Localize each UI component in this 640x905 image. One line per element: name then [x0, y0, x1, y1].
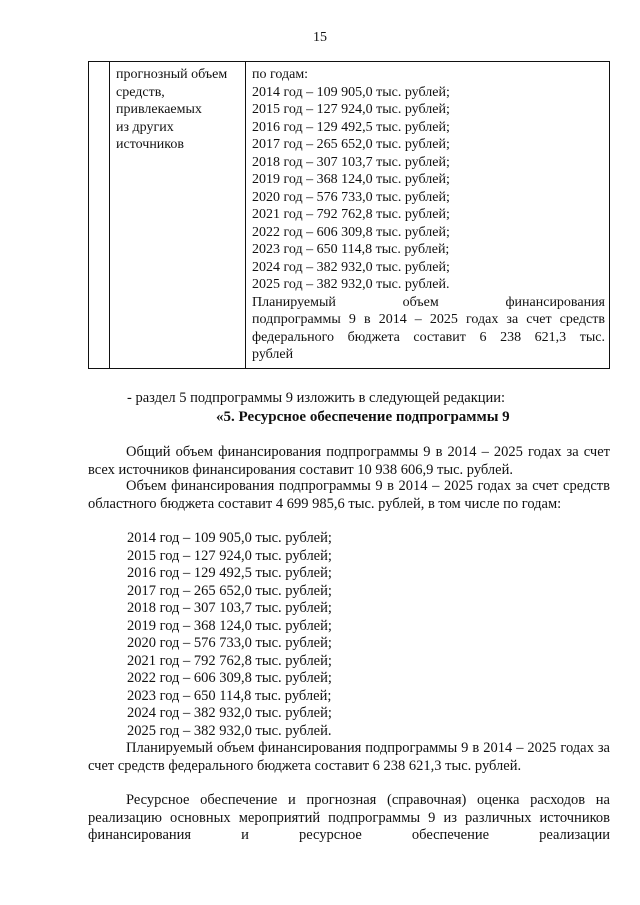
year-line: 2025 год – 382 932,0 тыс. рублей. [127, 722, 332, 739]
table-year-line: 2022 год – 606 309,8 тыс. рублей; [252, 224, 450, 240]
year-line: 2024 год – 382 932,0 тыс. рублей; [127, 705, 332, 721]
label-line: источников [116, 137, 185, 152]
planned-line: Планируемый объем финансирования [252, 294, 605, 310]
paragraph-federal-budget: Планируемый объем финансирования подпрограммы 9 в 2014 – 2025 годах за счет средств федерального бюджета составит 6 238 621,3 тыс. рублей. [88, 740, 610, 774]
table-year-line: 2024 год – 382 932,0 тыс. рублей; [252, 259, 450, 275]
paragraph-regional-budget: Объем финансирования подпрограммы 9 в 2014 – 2025 годах за счет средств областного бюджета составит 4 699 985,6 тыс. рублей, в том числе по годам: [88, 478, 610, 512]
table-year-line: 2023 год – 650 114,8 тыс. рублей; [252, 242, 450, 257]
table-cell-values [246, 62, 610, 369]
year-line: 2017 год – 265 652,0 тыс. рублей; [127, 582, 332, 599]
page-number: 15 [313, 30, 327, 45]
table-year-line: 2019 год – 368 124,0 тыс. рублей; [252, 172, 450, 187]
table-year-line: 2016 год – 129 492,5 тыс. рублей; [252, 119, 450, 135]
year-line: 2020 год – 576 733,0 тыс. рублей; [127, 635, 332, 651]
year-line: 2016 год – 129 492,5 тыс. рублей; [127, 565, 332, 581]
financing-table [88, 61, 610, 369]
section-title: «5. Ресурсное обеспечение подпрограммы 9 [216, 409, 510, 425]
planned-line: рублей [252, 347, 294, 362]
year-line: 2019 год – 368 124,0 тыс. рублей; [127, 617, 332, 634]
years-header: по годам: [252, 67, 309, 82]
table-year-line: 2020 год – 576 733,0 тыс. рублей; [252, 189, 450, 205]
table-year-line: 2021 год – 792 762,8 тыс. рублей; [252, 207, 450, 222]
paragraph-resource-provision: Ресурсное обеспечение и прогнозная (справочная) оценка расходов на реализацию основных мероприятий подпрограммы 9 из различных источников финансирования и ресурсное обеспечение реализации [88, 792, 610, 843]
year-line: 2014 год – 109 905,0 тыс. рублей; [127, 530, 332, 546]
table-year-line: 2014 год – 109 905,0 тыс. рублей; [252, 84, 450, 100]
year-line: 2015 год – 127 924,0 тыс. рублей; [127, 547, 332, 564]
label-line: средств, [116, 84, 165, 100]
table-cell-empty [89, 62, 110, 369]
table-row [89, 62, 610, 369]
year-line: 2022 год – 606 309,8 тыс. рублей; [127, 670, 332, 686]
table-year-line: 2025 год – 382 932,0 тыс. рублей. [252, 277, 450, 292]
table-year-line: 2015 год – 127 924,0 тыс. рублей; [252, 102, 450, 117]
year-line: 2021 год – 792 762,8 тыс. рублей; [127, 652, 332, 669]
label-line: из других [116, 119, 174, 135]
table-year-line: 2017 год – 265 652,0 тыс. рублей; [252, 137, 450, 152]
paragraph-total-financing: Общий объем финансирования подпрограммы 9 в 2014 – 2025 годах за счет всех источников финансирования составит 10 938 606,9 тыс. рублей. [88, 444, 610, 478]
amendment-text: - раздел 5 подпрограммы 9 изложить в следующей редакции: [127, 390, 506, 406]
table-year-line: 2018 год – 307 103,7 тыс. рублей; [252, 154, 450, 170]
planned-line: федерального бюджета составит 6 238 621,3 тыс. [252, 329, 605, 345]
years-list [127, 530, 332, 740]
year-line: 2018 год – 307 103,7 тыс. рублей; [127, 600, 332, 616]
planned-line: подпрограммы 9 в 2014 – 2025 годах за счет средств [252, 312, 605, 327]
year-line: 2023 год – 650 114,8 тыс. рублей; [127, 687, 332, 704]
table-cell-label [110, 62, 246, 369]
label-line: прогнозный объем [116, 67, 228, 82]
label-line: привлекаемых [116, 102, 202, 117]
